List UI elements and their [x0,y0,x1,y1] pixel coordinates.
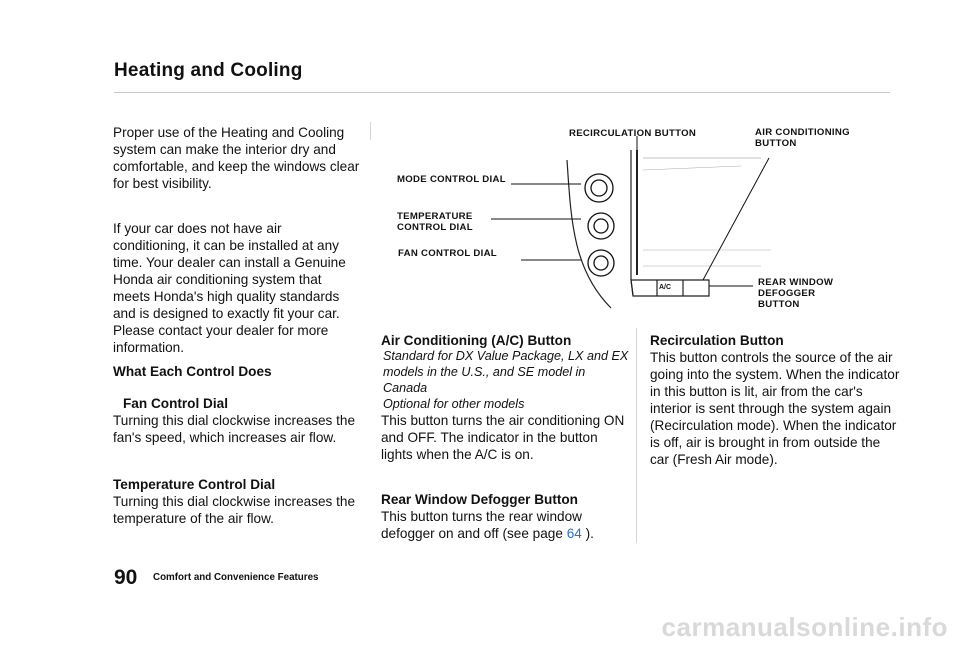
label-mode-control-dial: MODE CONTROL DIAL [397,174,506,185]
fan-control-heading: Fan Control Dial [123,396,228,411]
ac-button-text: A/C [659,284,672,291]
column-divider-2 [636,328,637,543]
ac-button-heading: Air Conditioning (A/C) Button [381,333,572,348]
rear-defogger-text-after: ). [585,526,594,541]
recirculation-text: This button controls the source of the air going into the system. When the indicator in this button is lit, air from the car's interior is sent through the system again (Recirculation mode). When the indicator is off, air is brought in from outside the car (Fresh Air mode). [650,350,900,467]
intro-paragraph-1: Proper use of the Heating and Cooling system can make the interior dry and comfortable, and keep the windows clear for best visibility. [113,125,360,191]
recirculation-heading: Recirculation Button [650,333,784,348]
what-each-heading: What Each Control Does [113,364,272,379]
label-fan-control-dial: FAN CONTROL DIAL [398,248,497,259]
temp-control-text: Turning this dial clockwise increases the temperature of the air flow. [113,494,356,526]
page-title: Heating and Cooling [114,60,303,81]
header-rule [114,92,890,93]
temp-control-heading: Temperature Control Dial [113,477,276,492]
site-watermark: carmanualsonline.info [661,612,948,642]
label-rear-window-defogger: REAR WINDOW DEFOGGER BUTTON [758,277,834,310]
rear-defogger-text-before: This button turns the rear window defogger on and off (see page [381,509,582,541]
label-temperature-control-dial: TEMPERATURE CONTROL DIAL [397,211,473,233]
rear-defogger-heading: Rear Window Defogger Button [381,492,578,507]
label-ac-button: AIR CONDITIONING BUTTON [755,127,850,149]
control-panel-figure [381,120,901,325]
page-64-link[interactable]: 64 [566,526,582,541]
rear-defogger-text [381,508,629,542]
fan-control-text: Turning this dial clockwise increases the fan's speed, which increases air flow. [113,413,356,445]
ac-optional-note: Optional for other models [383,397,525,411]
footer-section-title: Comfort and Convenience Features [153,572,319,583]
label-recirculation-button: RECIRCULATION BUTTON [569,128,697,139]
ac-button-text-body: This button turns the air conditioning ON and OFF. The indicator in the button lights when the A/C is on. [381,413,625,462]
ac-availability-note: Standard for DX Value Package, LX and EX models in the U.S., and SE model in Canada [383,349,629,395]
column-divider [370,122,371,140]
intro-paragraph-2: If your car does not have air conditioning, it can be installed at any time. Your dealer can install a Genuine Honda air conditioning system that meets Honda's high quality standards and is designed to exactly fit your car. Please contact your dealer for more information. [113,221,346,355]
page-number: 90 [114,566,138,589]
